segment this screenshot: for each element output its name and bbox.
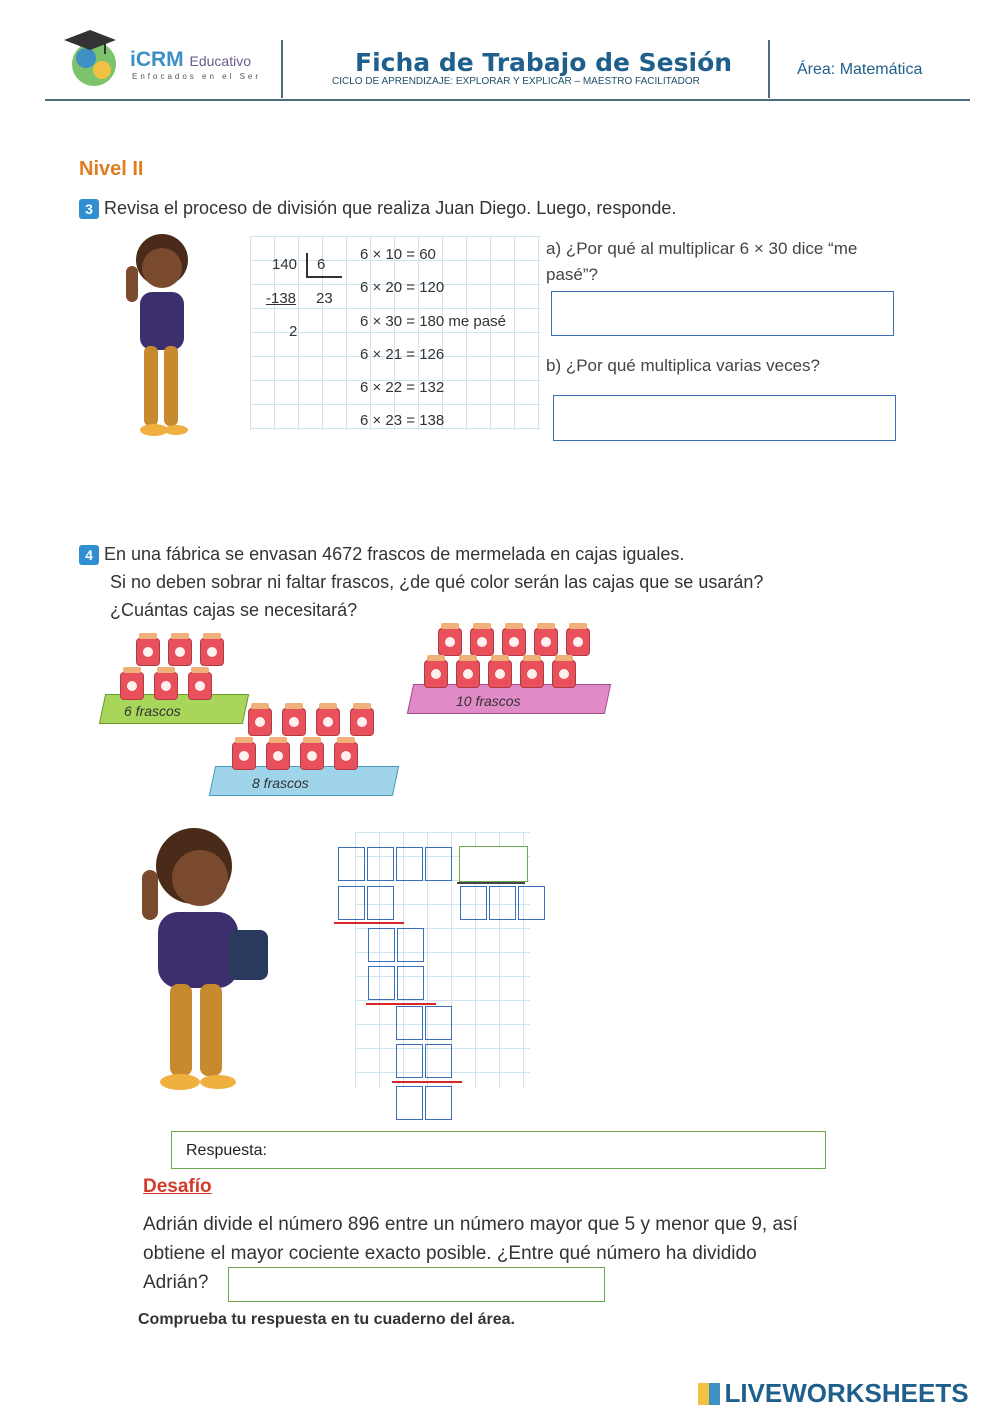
question-4-line: ¿Cuántas cajas se necesitará? [110, 600, 358, 620]
challenge-line: Adrián divide el número 896 entre un número mayor que 5 y menor que 9, así [143, 1214, 798, 1235]
step-digit-input[interactable] [425, 1006, 452, 1040]
watermark [698, 1378, 969, 1409]
step-digit-input[interactable] [397, 928, 424, 962]
quotient-digit-input[interactable] [518, 886, 545, 920]
step-digit-input[interactable] [338, 886, 365, 920]
child-illustration [118, 226, 206, 438]
logo-text [130, 48, 251, 72]
jar-icon [502, 628, 526, 656]
division-bracket [306, 276, 342, 278]
logo-name: iCRM [130, 48, 184, 71]
step-digit-input[interactable] [367, 886, 394, 920]
division-bracket [457, 882, 525, 884]
division-subtract: -138 [266, 290, 297, 307]
jar-box-10 [410, 620, 610, 716]
jar-icon [566, 628, 590, 656]
jar-icon [188, 672, 212, 700]
step-digit-input[interactable] [397, 966, 424, 1000]
logo [60, 28, 128, 90]
division-remainder: 2 [289, 323, 298, 340]
jar-icon [424, 660, 448, 688]
step-digit-input[interactable] [368, 928, 395, 962]
question-number-badge: 3 [79, 199, 99, 219]
level-heading: Nivel II [79, 158, 144, 180]
product-line: 6 × 10 = 60 [360, 246, 436, 263]
jar-icon [520, 660, 544, 688]
division-dividend: 140 [272, 256, 298, 273]
question-4 [79, 540, 763, 624]
challenge-answer-input[interactable] [228, 1267, 605, 1302]
jar-icon [350, 708, 374, 736]
step-digit-input[interactable] [425, 1044, 452, 1078]
question-3b: b) ¿Por qué multiplica varias veces? [546, 356, 821, 375]
jar-icon [470, 628, 494, 656]
product-line: 6 × 20 = 120 [360, 279, 445, 296]
division-bracket [306, 253, 308, 277]
divisor-input[interactable] [459, 846, 528, 882]
answer-a-input[interactable] [551, 291, 894, 336]
step-digit-input[interactable] [396, 1006, 423, 1040]
watermark-text: LIVEWORKSHEETS [724, 1378, 969, 1408]
page-subtitle: CICLO DE APRENDIZAJE: EXPLORAR Y EXPLICAR – MAESTRO FACILITADOR [332, 76, 700, 87]
step-digit-input[interactable] [396, 1044, 423, 1078]
header-rule [45, 99, 970, 101]
challenge-heading: Desafío [143, 1176, 212, 1197]
answer-label: Respuesta: [186, 1142, 267, 1159]
jar-icon [282, 708, 306, 736]
challenge-line: Adrián? [143, 1272, 209, 1293]
question-3 [79, 198, 676, 219]
product-line: 6 × 21 = 126 [360, 346, 445, 363]
jar-icon [200, 638, 224, 666]
logo-suffix: Educativo [189, 53, 251, 69]
remainder-digit-input[interactable] [425, 1086, 452, 1120]
header-divider [768, 40, 770, 98]
question-4-line: Si no deben sobrar ni faltar frascos, ¿de qué color serán las cajas que se usarán? [110, 572, 764, 592]
dividend-digit-input[interactable] [396, 847, 423, 881]
jar-icon [438, 628, 462, 656]
step-digit-input[interactable] [368, 966, 395, 1000]
jar-icon [300, 742, 324, 770]
jar-icon [334, 742, 358, 770]
box-label: 6 frascos [124, 703, 181, 719]
product-line: 6 × 23 = 138 [360, 412, 445, 429]
footer-note: Comprueba tu respuesta en tu cuaderno del área. [138, 1311, 515, 1328]
challenge-line: obtiene el mayor cociente exacto posible. ¿Entre qué número ha dividido [143, 1243, 757, 1264]
box-label: 8 frascos [252, 775, 309, 791]
jar-box-8 [212, 700, 396, 796]
jar-icon [248, 708, 272, 736]
box-label: 10 frascos [456, 693, 521, 709]
jar-icon [232, 742, 256, 770]
child-illustration [128, 820, 268, 1095]
division-divisor: 6 [317, 256, 326, 273]
subtraction-line [392, 1081, 462, 1083]
page-title: Ficha de Trabajo de Sesión [355, 48, 733, 77]
subject-area: Área: Matemática [797, 61, 923, 78]
dividend-digit-input[interactable] [367, 847, 394, 881]
quotient-digit-input[interactable] [489, 886, 516, 920]
question-number-badge: 4 [79, 545, 99, 565]
quotient-digit-input[interactable] [460, 886, 487, 920]
answer-b-input[interactable] [553, 395, 896, 441]
dividend-digit-input[interactable] [338, 847, 365, 881]
header-divider [281, 40, 283, 98]
question-3-text: Revisa el proceso de división que realiza Juan Diego. Luego, responde. [104, 198, 677, 218]
jar-icon [154, 672, 178, 700]
remainder-digit-input[interactable] [396, 1086, 423, 1120]
subtraction-line [334, 922, 404, 924]
jar-icon [168, 638, 192, 666]
logo-tagline: Enfocados en el Ser [132, 72, 262, 81]
jar-icon [266, 742, 290, 770]
dividend-digit-input[interactable] [425, 847, 452, 881]
jar-icon [534, 628, 558, 656]
jar-icon [316, 708, 340, 736]
jar-icon [120, 672, 144, 700]
division-quotient: 23 [316, 290, 333, 307]
question-3a: a) ¿Por qué al multiplicar 6 × 30 dice “me pasé”? [546, 239, 858, 284]
subtraction-line [366, 1003, 436, 1005]
answer-q4-field[interactable] [171, 1131, 826, 1169]
product-line: 6 × 30 = 180 me pasé [360, 313, 506, 330]
jar-icon [552, 660, 576, 688]
jar-icon [456, 660, 480, 688]
jar-icon [136, 638, 160, 666]
liveworksheets-logo-icon [698, 1383, 720, 1405]
product-line: 6 × 22 = 132 [360, 379, 445, 396]
jar-icon [488, 660, 512, 688]
question-4-line: En una fábrica se envasan 4672 frascos de mermelada en cajas iguales. [104, 544, 685, 564]
